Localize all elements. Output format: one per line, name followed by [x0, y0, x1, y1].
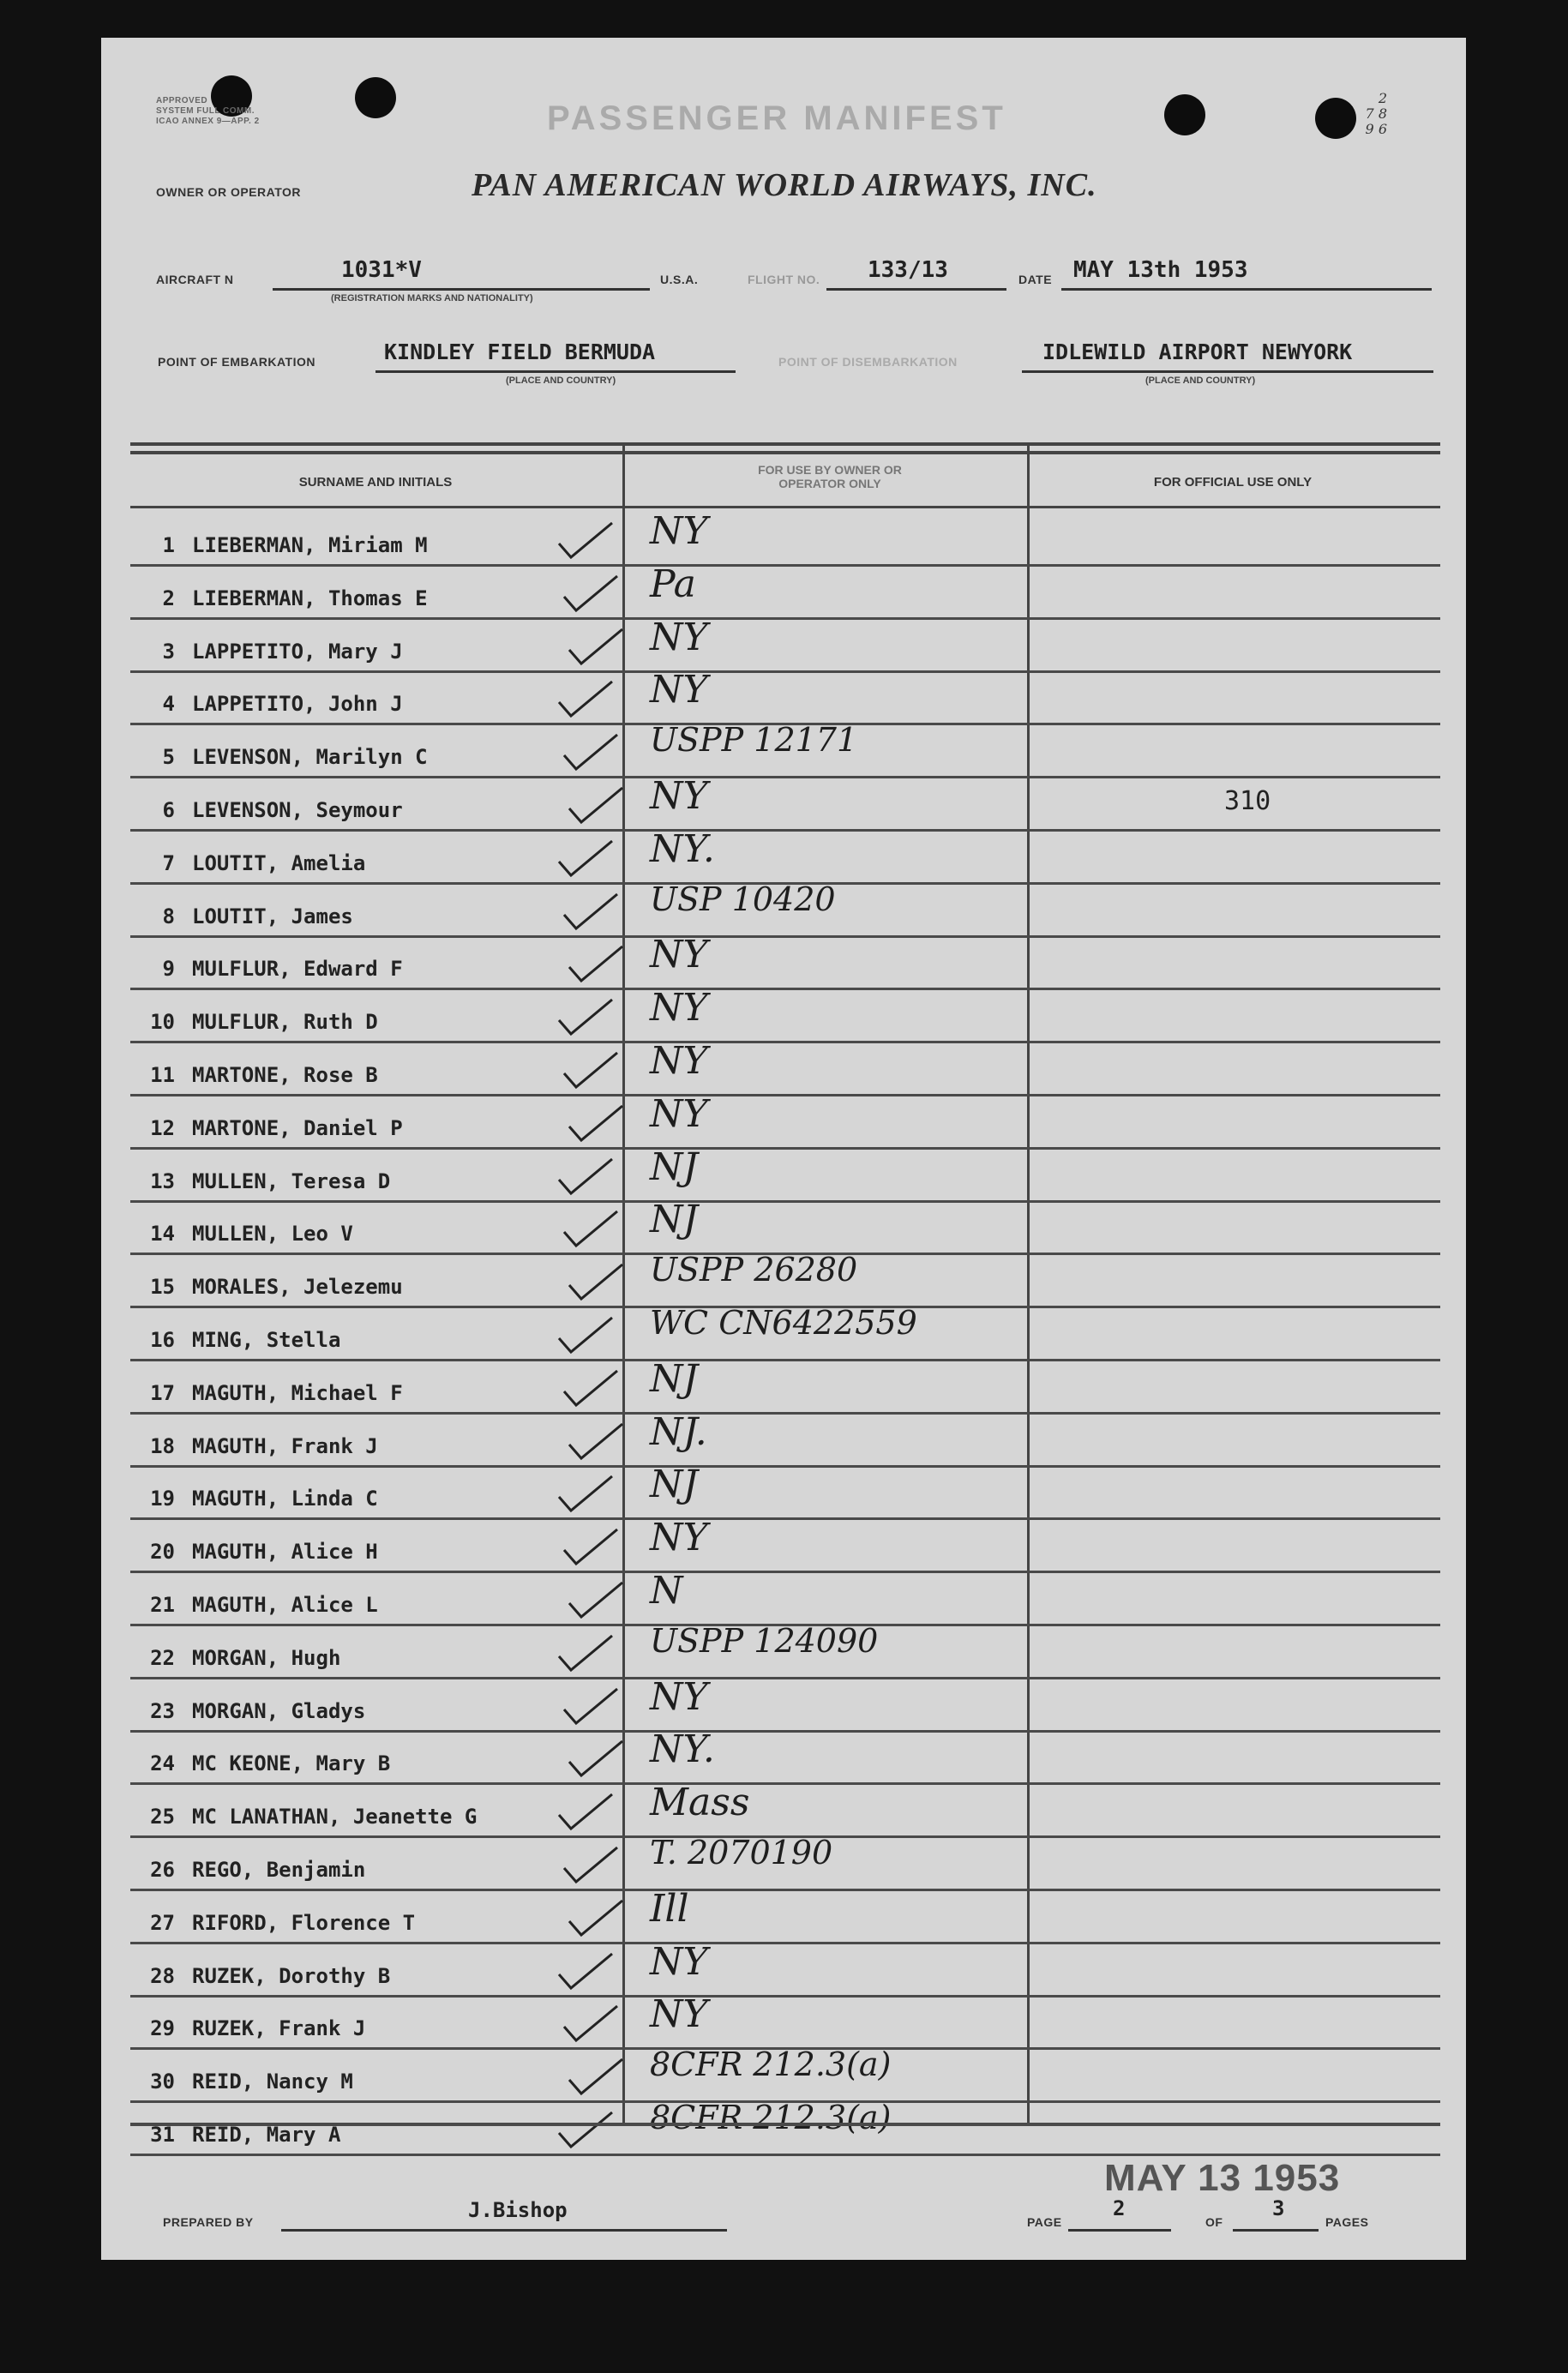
- passenger-name: MORGAN, Gladys: [192, 1698, 366, 1723]
- passenger-name: MULLEN, Leo V: [192, 1222, 353, 1247]
- passenger-name: REID, Nancy M: [192, 2070, 353, 2094]
- passenger-number: 16: [150, 1328, 175, 1352]
- row-rule: [130, 935, 1440, 938]
- handwritten-note: NJ: [650, 1356, 699, 1401]
- passenger-number: 31: [150, 2123, 175, 2147]
- handwritten-note: NY: [650, 1992, 708, 2037]
- check-mark-icon: [561, 2003, 621, 2046]
- handwritten-note: USPP 12171: [650, 721, 858, 760]
- passenger-number: 20: [150, 1540, 175, 1565]
- row-rule: [130, 670, 1440, 673]
- check-mark-icon: [566, 1897, 626, 1940]
- corner-notes: 2 7 8 9 6: [1365, 90, 1387, 137]
- embarkation-caption: (PLACE AND COUNTRY): [506, 375, 616, 386]
- passenger-name: REID, Mary A: [192, 2123, 341, 2147]
- usa-label: U.S.A.: [660, 273, 699, 286]
- passenger-number: 1: [162, 533, 175, 557]
- flight-value: 133/13: [868, 257, 948, 283]
- passenger-number: 7: [162, 850, 175, 875]
- handwritten-note: NY: [650, 933, 708, 977]
- check-mark-icon: [561, 1367, 621, 1410]
- passenger-name: RIFORD, Florence T: [192, 1910, 416, 1935]
- check-mark-icon: [561, 1049, 621, 1092]
- passenger-name: MULFLUR, Ruth D: [192, 1010, 378, 1035]
- handwritten-note: NJ: [650, 1144, 699, 1189]
- aircraft-label: AIRCRAFT N: [156, 273, 234, 286]
- passenger-number: 29: [150, 2016, 175, 2041]
- total-pages: 3: [1272, 2196, 1285, 2220]
- passenger-number: 27: [150, 1910, 175, 1935]
- passenger-name: MARTONE, Rose B: [192, 1063, 378, 1087]
- passenger-name: RUZEK, Frank J: [192, 2016, 366, 2041]
- passenger-name: LOUTIT, James: [192, 904, 353, 928]
- passenger-name: MAGUTH, Linda C: [192, 1487, 378, 1511]
- aircraft-caption: (REGISTRATION MARKS AND NATIONALITY): [331, 293, 533, 303]
- passenger-number: 17: [150, 1380, 175, 1405]
- date-stamp: MAY 13 1953: [1104, 2157, 1341, 2199]
- page-number: 2: [1113, 2196, 1126, 2220]
- passenger-number: 10: [150, 1010, 175, 1035]
- check-mark-icon: [556, 1156, 616, 1199]
- handwritten-note: T. 2070190: [650, 1834, 833, 1871]
- row-rule: [130, 1412, 1440, 1415]
- passenger-name: MAGUTH, Alice L: [192, 1593, 378, 1617]
- check-mark-icon: [556, 520, 616, 562]
- handwritten-note: Mass: [650, 1781, 750, 1825]
- passenger-name: MULLEN, Teresa D: [192, 1168, 391, 1193]
- operator-name: PAN AMERICAN WORLD AIRWAYS, INC.: [472, 167, 1097, 203]
- check-mark-icon: [566, 1738, 626, 1781]
- passenger-name: RUZEK, Dorothy B: [192, 1963, 391, 1988]
- row-rule: [130, 1571, 1440, 1573]
- table-top-rule: [130, 451, 1440, 454]
- passenger-name: MAGUTH, Frank J: [192, 1433, 378, 1458]
- passenger-number: 5: [162, 745, 175, 770]
- column-header-surname: SURNAME AND INITIALS: [298, 475, 453, 490]
- handwritten-note: NJ: [650, 1198, 699, 1242]
- passenger-name: REGO, Benjamin: [192, 1858, 366, 1882]
- check-mark-icon: [561, 1844, 621, 1887]
- passenger-number: 15: [150, 1275, 175, 1300]
- embarkation-label: POINT OF EMBARKATION: [158, 355, 315, 369]
- passenger-number: 11: [150, 1063, 175, 1087]
- handwritten-note: NY.: [650, 826, 715, 871]
- row-rule: [130, 776, 1440, 778]
- disembarkation-label: POINT OF DISEMBARKATION: [778, 355, 958, 369]
- passenger-name: MORALES, Jelezemu: [192, 1275, 403, 1300]
- table-header-rule: [130, 506, 1440, 508]
- handwritten-note: WC CN6422559: [650, 1304, 917, 1342]
- passenger-number: 23: [150, 1698, 175, 1723]
- passenger-name: MING, Stella: [192, 1328, 341, 1352]
- handwritten-note: NY: [650, 1674, 708, 1719]
- check-mark-icon: [556, 996, 616, 1039]
- check-mark-icon: [556, 1473, 616, 1516]
- handwritten-note: NJ: [650, 1463, 699, 1507]
- passenger-name: LOUTIT, Amelia: [192, 850, 366, 875]
- handwritten-note: NY: [650, 1091, 708, 1136]
- passenger-number: 28: [150, 1963, 175, 1988]
- check-mark-icon: [556, 1314, 616, 1357]
- column-header-owner-use: FOR USE BY OWNER OR OPERATOR ONLY: [758, 463, 902, 490]
- row-rule: [130, 1517, 1440, 1520]
- handwritten-note: NY: [650, 986, 708, 1030]
- aircraft-value: 1031*V: [341, 257, 422, 283]
- check-mark-icon: [566, 1579, 626, 1622]
- check-mark-icon: [556, 1791, 616, 1834]
- handwritten-note: USP 10420: [650, 880, 836, 918]
- column-divider: [1027, 444, 1030, 2124]
- row-rule: [130, 1041, 1440, 1043]
- passenger-number: 24: [150, 1751, 175, 1776]
- passenger-number: 6: [162, 798, 175, 822]
- check-mark-icon: [561, 1526, 621, 1569]
- check-mark-icon: [566, 784, 626, 827]
- passenger-name: LEVENSON, Seymour: [192, 798, 403, 822]
- handwritten-note: NY: [650, 668, 708, 712]
- handwritten-note: NY: [650, 1939, 708, 1984]
- handwritten-note: NY: [650, 1039, 708, 1083]
- row-rule: [130, 1942, 1440, 1944]
- passenger-name: LIEBERMAN, Miriam M: [192, 533, 428, 557]
- check-mark-icon: [556, 838, 616, 880]
- punch-hole: [1315, 98, 1356, 139]
- passenger-number: 8: [162, 904, 175, 928]
- table-top-rule: [130, 442, 1440, 446]
- owner-label: OWNER OR OPERATOR: [156, 185, 301, 199]
- form-reference: APPROVED SYSTEM FULL COMM. ICAO ANNEX 9—APP. 2: [156, 96, 260, 126]
- punch-hole: [355, 77, 396, 118]
- handwritten-note: NY: [650, 774, 708, 818]
- passenger-number: 14: [150, 1222, 175, 1247]
- check-mark-icon: [561, 731, 621, 774]
- row-rule: [130, 1730, 1440, 1733]
- check-mark-icon: [566, 2056, 626, 2099]
- row-rule: [130, 617, 1440, 620]
- passenger-name: MARTONE, Daniel P: [192, 1115, 403, 1140]
- handwritten-note: NY.: [650, 1727, 715, 1772]
- handwritten-note: NY: [650, 615, 708, 659]
- handwritten-note: NY: [650, 1516, 708, 1560]
- passenger-name: MC LANATHAN, Jeanette G: [192, 1805, 478, 1829]
- handwritten-note: N: [650, 1569, 683, 1613]
- row-rule: [130, 1782, 1440, 1785]
- page-label: PAGE: [1027, 2215, 1062, 2229]
- date-value: MAY 13th 1953: [1073, 257, 1248, 283]
- check-mark-icon: [561, 573, 621, 616]
- handwritten-note: 8CFR 212.3(a): [650, 2099, 892, 2136]
- passenger-number: 18: [150, 1433, 175, 1458]
- check-mark-icon: [566, 626, 626, 669]
- passenger-name: MAGUTH, Alice H: [192, 1540, 378, 1565]
- passenger-number: 21: [150, 1593, 175, 1617]
- row-rule: [130, 1677, 1440, 1679]
- row-rule: [130, 1200, 1440, 1203]
- flight-label: FLIGHT NO.: [748, 273, 820, 286]
- of-label: OF: [1205, 2215, 1223, 2229]
- row-rule: [130, 1465, 1440, 1468]
- row-rule: [130, 1995, 1440, 1998]
- row-rule: [130, 1889, 1440, 1891]
- passenger-name: LAPPETITO, John J: [192, 692, 403, 717]
- handwritten-note: USPP 124090: [650, 1621, 879, 1660]
- passenger-number: 4: [162, 692, 175, 717]
- check-mark-icon: [566, 1102, 626, 1145]
- row-rule: [130, 1147, 1440, 1150]
- passenger-number: 22: [150, 1645, 175, 1670]
- check-mark-icon: [561, 1208, 621, 1251]
- check-mark-icon: [566, 943, 626, 986]
- manifest-sheet: [101, 38, 1466, 2260]
- handwritten-note: Pa: [650, 562, 696, 606]
- check-mark-icon: [566, 1261, 626, 1304]
- handwritten-note: NY: [650, 509, 708, 553]
- passenger-name: MAGUTH, Michael F: [192, 1380, 403, 1405]
- row-rule: [130, 1094, 1440, 1096]
- row-rule: [130, 1359, 1440, 1361]
- date-label: DATE: [1018, 273, 1053, 286]
- passenger-name: MC KEONE, Mary B: [192, 1751, 391, 1776]
- handwritten-note: USPP 26280: [650, 1251, 858, 1289]
- check-mark-icon: [566, 1421, 626, 1463]
- passenger-number: 2: [162, 586, 175, 610]
- check-mark-icon: [556, 1950, 616, 1993]
- handwritten-note: 8CFR 212.3(a): [650, 2046, 892, 2084]
- check-mark-icon: [561, 891, 621, 934]
- row-rule: [130, 988, 1440, 990]
- check-mark-icon: [561, 1685, 621, 1728]
- passenger-number: 9: [162, 957, 175, 982]
- page-title: PASSENGER MANIFEST: [547, 99, 1006, 137]
- passenger-name: MULFLUR, Edward F: [192, 957, 403, 982]
- passenger-number: 26: [150, 1858, 175, 1882]
- passenger-name: MORGAN, Hugh: [192, 1645, 341, 1670]
- handwritten-note: Ill: [650, 1886, 689, 1931]
- check-mark-icon: [556, 1632, 616, 1675]
- passenger-name: LIEBERMAN, Thomas E: [192, 586, 428, 610]
- row-rule: [130, 564, 1440, 567]
- passenger-number: 12: [150, 1115, 175, 1140]
- embarkation-value: KINDLEY FIELD BERMUDA: [384, 339, 656, 364]
- passenger-number: 13: [150, 1168, 175, 1193]
- punch-hole: [1164, 94, 1205, 135]
- prepared-by-value: J.Bishop: [468, 2198, 568, 2222]
- handwritten-note: NJ.: [650, 1409, 707, 1454]
- disembarkation-caption: (PLACE AND COUNTRY): [1145, 375, 1256, 386]
- official-use-entry: 310: [1224, 786, 1271, 816]
- row-rule: [130, 829, 1440, 832]
- passenger-number: 19: [150, 1487, 175, 1511]
- check-mark-icon: [556, 678, 616, 721]
- column-header-official-use: FOR OFFICIAL USE ONLY: [1153, 475, 1313, 490]
- disembarkation-value: IDLEWILD AIRPORT NEWYORK: [1042, 339, 1353, 364]
- passenger-number: 30: [150, 2070, 175, 2094]
- passenger-number: 3: [162, 639, 175, 664]
- passenger-name: LAPPETITO, Mary J: [192, 639, 403, 664]
- prepared-by-label: PREPARED BY: [163, 2215, 254, 2229]
- passenger-name: LEVENSON, Marilyn C: [192, 745, 428, 770]
- passenger-number: 25: [150, 1805, 175, 1829]
- check-mark-icon: [556, 2109, 616, 2152]
- row-rule: [130, 2154, 1440, 2156]
- pages-label: PAGES: [1325, 2215, 1369, 2229]
